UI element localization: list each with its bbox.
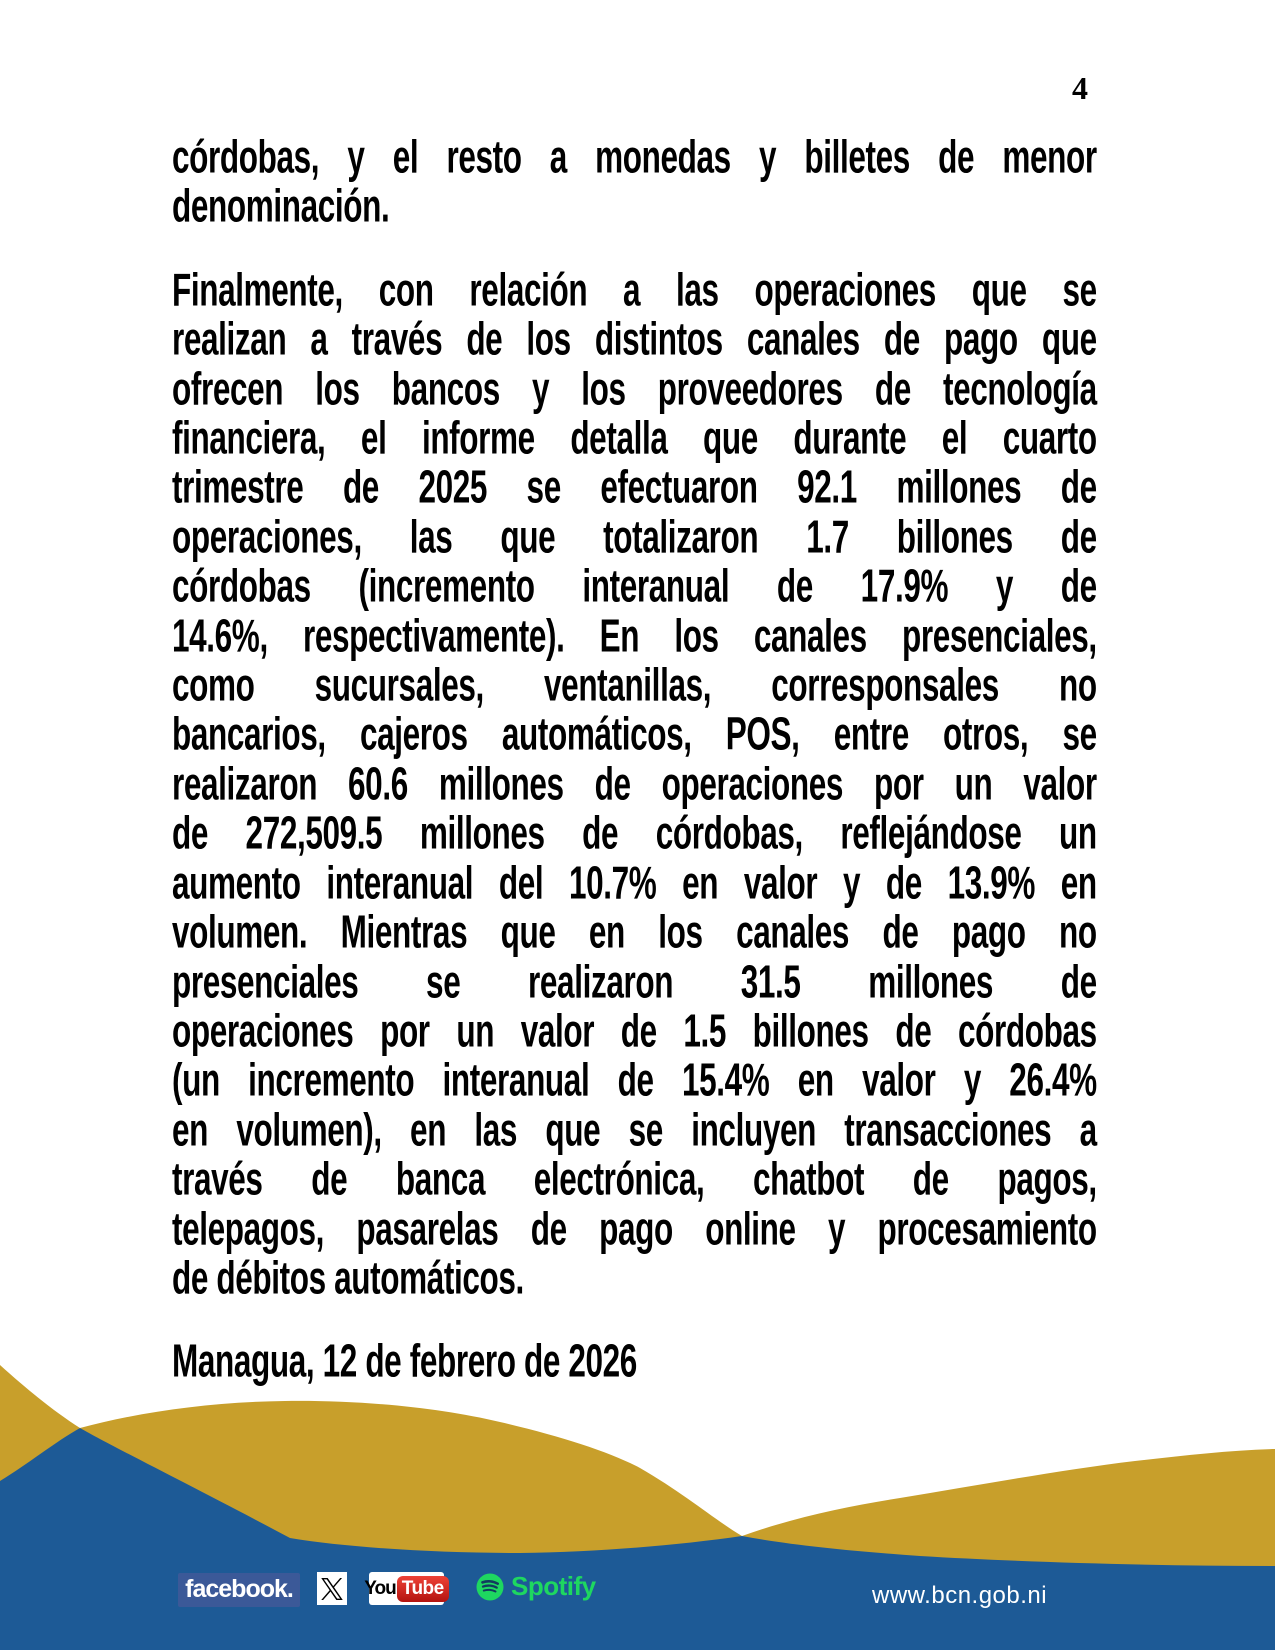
text-line: operaciones por un valor de 1.5 billones de córdobas	[172, 1004, 1097, 1057]
text-line: través de banca electrónica, chatbot de pagos,	[172, 1152, 1097, 1205]
text-line: 14.6%, respectivamente). En los canales presenciales,	[172, 609, 1097, 661]
text-line: telepagos, pasarelas de pago online y procesamiento	[172, 1202, 1097, 1254]
x-twitter-link[interactable]	[317, 1572, 347, 1605]
youtube-logo-you: You	[364, 1577, 396, 1599]
text-line: ofrecen los bancos y los proveedores de tecnología	[172, 362, 1097, 414]
website-url[interactable]: www.bcn.gob.ni	[872, 1582, 1048, 1609]
text-line: bancarios, cajeros automáticos, POS, entre otros, se	[172, 708, 1097, 760]
youtube-link[interactable]	[364, 1572, 444, 1605]
paragraph	[172, 132, 1275, 231]
text-line: de 272,509.5 millones de córdobas, reflejándose un	[172, 806, 1097, 859]
text-line: denominación.	[172, 180, 390, 232]
youtube-logo-tube: Tube	[397, 1576, 449, 1602]
dateline: Managua, 12 de febrero de 2026	[172, 1334, 637, 1387]
facebook-logo: facebook.	[185, 1575, 293, 1603]
spotify-icon	[476, 1573, 504, 1601]
text-line: como sucursales, ventanillas, corresponsales no	[172, 658, 1097, 711]
document-body	[172, 132, 1275, 1386]
text-line: presenciales se realizaron 31.5 millones de	[172, 955, 1097, 1007]
text-line: de débitos automáticos.	[172, 1251, 524, 1304]
text-line: trimestre de 2025 se efectuaron 92.1 millones de	[172, 461, 1097, 513]
text-line: (un incremento interanual de 15.4% en valor y 26.4%	[172, 1053, 1097, 1106]
spotify-link[interactable]	[476, 1571, 596, 1602]
text-line: realizaron 60.6 millones de operaciones por un valor	[172, 757, 1097, 810]
facebook-link[interactable]	[178, 1573, 300, 1607]
text-line: Finalmente, con relación a las operaciones que se	[172, 263, 1097, 316]
text-line: realizan a través de los distintos canales de pago que	[172, 312, 1097, 365]
text-line: operaciones, las que totalizaron 1.7 billones de	[172, 510, 1097, 563]
page-number: 4	[1072, 70, 1088, 106]
text-line: financiera, el informe detalla que durante el cuarto	[172, 411, 1097, 464]
text-line: volumen. Mientras que en los canales de pago no	[172, 905, 1097, 958]
text-line: córdobas (incremento interanual de 17.9% y de	[172, 559, 1097, 612]
spotify-logo-text: Spotify	[511, 1571, 596, 1601]
paragraph	[172, 265, 1275, 1303]
text-line: aumento interanual del 10.7% en valor y de 13.9% en	[172, 856, 1097, 909]
text-line: en volumen), en las que se incluyen transacciones a	[172, 1103, 1097, 1156]
text-line: córdobas, y el resto a monedas y billetes de menor	[172, 130, 1097, 183]
x-twitter-icon	[321, 1578, 343, 1600]
